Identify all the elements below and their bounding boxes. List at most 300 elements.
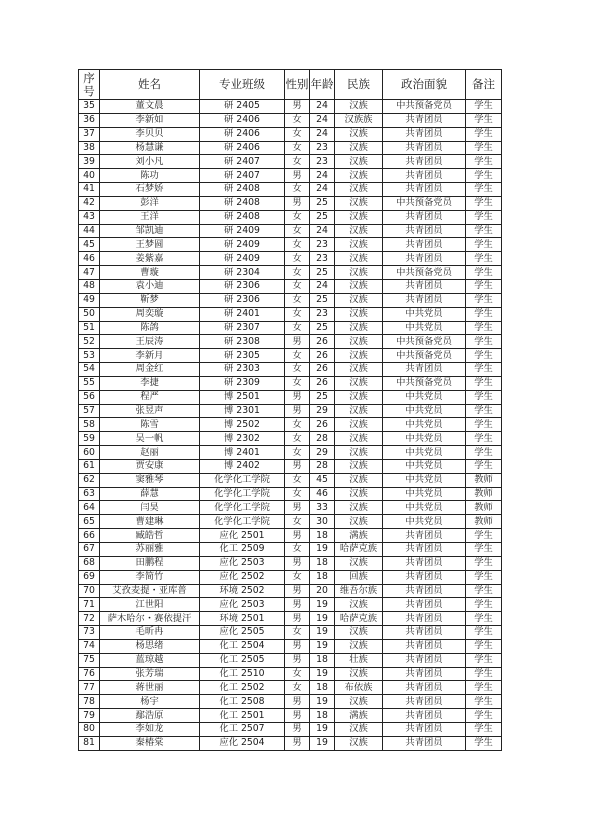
table-row xyxy=(79,612,502,626)
cell-ethnicity: 汉族 xyxy=(335,363,383,377)
table-row xyxy=(79,736,502,750)
cell-ethnicity: 汉族 xyxy=(335,390,383,404)
table-row xyxy=(79,279,502,293)
cell-political: 中共党员 xyxy=(383,459,466,473)
cell-index: 69 xyxy=(79,570,100,584)
cell-gender: 男 xyxy=(285,556,310,570)
cell-gender: 男 xyxy=(285,736,310,750)
cell-remark: 教师 xyxy=(466,515,502,529)
cell-age: 28 xyxy=(310,459,335,473)
cell-political: 共青团员 xyxy=(383,238,466,252)
cell-name: 薛慧 xyxy=(100,487,200,501)
cell-name: 闫昊 xyxy=(100,501,200,515)
cell-political: 共青团员 xyxy=(383,224,466,238)
cell-political: 中共党员 xyxy=(383,515,466,529)
table-row xyxy=(79,169,502,183)
cell-index: 47 xyxy=(79,266,100,280)
cell-index: 66 xyxy=(79,529,100,543)
cell-gender: 男 xyxy=(285,100,310,114)
cell-ethnicity: 汉族 xyxy=(335,446,383,460)
cell-class: 博 2301 xyxy=(200,404,285,418)
cell-name: 蓝琼越 xyxy=(100,653,200,667)
cell-political: 中共党员 xyxy=(383,321,466,335)
table-row xyxy=(79,639,502,653)
cell-political: 共青团员 xyxy=(383,127,466,141)
cell-name: 秦椿棠 xyxy=(100,736,200,750)
cell-remark: 学生 xyxy=(466,349,502,363)
cell-name: 李新月 xyxy=(100,349,200,363)
cell-age: 19 xyxy=(310,626,335,640)
cell-index: 61 xyxy=(79,459,100,473)
cell-ethnicity: 汉族 xyxy=(335,626,383,640)
cell-political: 共青团员 xyxy=(383,210,466,224)
cell-political: 中共党员 xyxy=(383,501,466,515)
table-row xyxy=(79,459,502,473)
col-header-gender: 性别 xyxy=(285,70,310,100)
cell-gender: 男 xyxy=(285,598,310,612)
cell-political: 共青团员 xyxy=(383,695,466,709)
cell-index: 58 xyxy=(79,418,100,432)
cell-age: 23 xyxy=(310,141,335,155)
cell-remark: 学生 xyxy=(466,584,502,598)
cell-age: 19 xyxy=(310,598,335,612)
table-row xyxy=(79,127,502,141)
cell-age: 26 xyxy=(310,335,335,349)
table-row xyxy=(79,321,502,335)
cell-age: 25 xyxy=(310,210,335,224)
cell-political: 中共预备党员 xyxy=(383,100,466,114)
cell-political: 共青团员 xyxy=(383,598,466,612)
table-row xyxy=(79,487,502,501)
cell-name: 苏丽雅 xyxy=(100,543,200,557)
cell-remark: 学生 xyxy=(466,681,502,695)
cell-political: 共青团员 xyxy=(383,543,466,557)
cell-political: 共青团员 xyxy=(383,570,466,584)
cell-class: 研 2408 xyxy=(200,210,285,224)
roster-table xyxy=(78,69,502,751)
cell-age: 19 xyxy=(310,612,335,626)
cell-age: 19 xyxy=(310,543,335,557)
cell-class: 研 2304 xyxy=(200,266,285,280)
cell-ethnicity: 汉族 xyxy=(335,418,383,432)
cell-name: 李新如 xyxy=(100,113,200,127)
table-row xyxy=(79,667,502,681)
cell-ethnicity: 汉族 xyxy=(335,252,383,266)
cell-class: 应化 2504 xyxy=(200,736,285,750)
cell-index: 73 xyxy=(79,626,100,640)
cell-gender: 男 xyxy=(285,459,310,473)
cell-age: 45 xyxy=(310,473,335,487)
cell-class: 研 2305 xyxy=(200,349,285,363)
cell-index: 59 xyxy=(79,432,100,446)
cell-remark: 学生 xyxy=(466,279,502,293)
table-row xyxy=(79,210,502,224)
cell-gender: 男 xyxy=(285,653,310,667)
table-row xyxy=(79,515,502,529)
cell-age: 19 xyxy=(310,722,335,736)
cell-age: 18 xyxy=(310,681,335,695)
cell-name: 曹建琳 xyxy=(100,515,200,529)
cell-ethnicity: 汉族 xyxy=(335,127,383,141)
cell-political: 共青团员 xyxy=(383,252,466,266)
cell-ethnicity: 汉族族 xyxy=(335,113,383,127)
table-row xyxy=(79,556,502,570)
cell-age: 24 xyxy=(310,183,335,197)
cell-class: 研 2401 xyxy=(200,307,285,321)
cell-index: 55 xyxy=(79,376,100,390)
cell-index: 50 xyxy=(79,307,100,321)
cell-class: 化学化工学院 xyxy=(200,473,285,487)
cell-remark: 学生 xyxy=(466,695,502,709)
cell-name: 鄢浩原 xyxy=(100,709,200,723)
cell-age: 24 xyxy=(310,279,335,293)
cell-age: 25 xyxy=(310,321,335,335)
cell-class: 应化 2502 xyxy=(200,570,285,584)
cell-ethnicity: 汉族 xyxy=(335,376,383,390)
cell-ethnicity: 汉族 xyxy=(335,279,383,293)
table-row xyxy=(79,376,502,390)
cell-political: 共青团员 xyxy=(383,584,466,598)
cell-age: 20 xyxy=(310,584,335,598)
cell-ethnicity: 汉族 xyxy=(335,321,383,335)
table-row xyxy=(79,390,502,404)
cell-index: 49 xyxy=(79,293,100,307)
cell-age: 25 xyxy=(310,293,335,307)
cell-remark: 学生 xyxy=(466,307,502,321)
cell-remark: 学生 xyxy=(466,598,502,612)
cell-index: 52 xyxy=(79,335,100,349)
cell-gender: 男 xyxy=(285,529,310,543)
cell-class: 博 2302 xyxy=(200,432,285,446)
cell-remark: 学生 xyxy=(466,293,502,307)
cell-gender: 男 xyxy=(285,639,310,653)
cell-age: 26 xyxy=(310,418,335,432)
cell-age: 19 xyxy=(310,695,335,709)
cell-ethnicity: 汉族 xyxy=(335,335,383,349)
cell-age: 23 xyxy=(310,307,335,321)
cell-class: 化工 2501 xyxy=(200,709,285,723)
cell-index: 54 xyxy=(79,363,100,377)
cell-gender: 女 xyxy=(285,626,310,640)
cell-age: 24 xyxy=(310,169,335,183)
cell-gender: 男 xyxy=(285,722,310,736)
cell-remark: 学生 xyxy=(466,736,502,750)
cell-remark: 学生 xyxy=(466,390,502,404)
cell-ethnicity: 汉族 xyxy=(335,404,383,418)
cell-name: 李简竹 xyxy=(100,570,200,584)
cell-age: 19 xyxy=(310,736,335,750)
cell-name: 赵丽 xyxy=(100,446,200,460)
cell-age: 29 xyxy=(310,404,335,418)
cell-ethnicity: 汉族 xyxy=(335,695,383,709)
cell-name: 李如龙 xyxy=(100,722,200,736)
table-row xyxy=(79,141,502,155)
cell-political: 共青团员 xyxy=(383,612,466,626)
cell-index: 46 xyxy=(79,252,100,266)
cell-class: 化工 2508 xyxy=(200,695,285,709)
cell-gender: 女 xyxy=(285,238,310,252)
cell-class: 研 2409 xyxy=(200,238,285,252)
cell-gender: 女 xyxy=(285,155,310,169)
col-header-political: 政治面貌 xyxy=(383,70,466,100)
cell-remark: 学生 xyxy=(466,529,502,543)
cell-index: 42 xyxy=(79,196,100,210)
cell-age: 28 xyxy=(310,432,335,446)
cell-age: 24 xyxy=(310,224,335,238)
cell-political: 共青团员 xyxy=(383,667,466,681)
cell-political: 中共预备党员 xyxy=(383,376,466,390)
cell-class: 应化 2503 xyxy=(200,598,285,612)
cell-gender: 男 xyxy=(285,584,310,598)
cell-gender: 女 xyxy=(285,473,310,487)
cell-index: 72 xyxy=(79,612,100,626)
cell-ethnicity: 满族 xyxy=(335,529,383,543)
cell-ethnicity: 汉族 xyxy=(335,155,383,169)
cell-index: 44 xyxy=(79,224,100,238)
cell-gender: 女 xyxy=(285,210,310,224)
cell-ethnicity: 哈萨克族 xyxy=(335,612,383,626)
cell-ethnicity: 汉族 xyxy=(335,307,383,321)
cell-ethnicity: 汉族 xyxy=(335,515,383,529)
cell-age: 29 xyxy=(310,446,335,460)
cell-name: 袁小迪 xyxy=(100,279,200,293)
cell-remark: 学生 xyxy=(466,183,502,197)
cell-political: 共青团员 xyxy=(383,293,466,307)
cell-remark: 学生 xyxy=(466,252,502,266)
cell-name: 周金红 xyxy=(100,363,200,377)
cell-gender: 男 xyxy=(285,695,310,709)
cell-index: 35 xyxy=(79,100,100,114)
cell-remark: 学生 xyxy=(466,626,502,640)
cell-age: 25 xyxy=(310,266,335,280)
cell-class: 研 2409 xyxy=(200,224,285,238)
cell-age: 23 xyxy=(310,155,335,169)
cell-remark: 学生 xyxy=(466,432,502,446)
cell-index: 48 xyxy=(79,279,100,293)
cell-index: 80 xyxy=(79,722,100,736)
cell-index: 57 xyxy=(79,404,100,418)
cell-gender: 女 xyxy=(285,141,310,155)
cell-remark: 学生 xyxy=(466,612,502,626)
cell-political: 共青团员 xyxy=(383,141,466,155)
cell-remark: 学生 xyxy=(466,335,502,349)
cell-remark: 学生 xyxy=(466,459,502,473)
cell-political: 中共党员 xyxy=(383,432,466,446)
cell-index: 56 xyxy=(79,390,100,404)
cell-class: 化工 2505 xyxy=(200,653,285,667)
table-row xyxy=(79,584,502,598)
cell-name: 杨思绪 xyxy=(100,639,200,653)
cell-ethnicity: 汉族 xyxy=(335,487,383,501)
cell-gender: 男 xyxy=(285,404,310,418)
cell-class: 博 2401 xyxy=(200,446,285,460)
cell-remark: 学生 xyxy=(466,543,502,557)
cell-ethnicity: 汉族 xyxy=(335,183,383,197)
cell-name: 靳梦 xyxy=(100,293,200,307)
table-row xyxy=(79,307,502,321)
cell-political: 中共党员 xyxy=(383,307,466,321)
cell-ethnicity: 哈萨克族 xyxy=(335,543,383,557)
cell-age: 25 xyxy=(310,196,335,210)
cell-name: 臧皓哲 xyxy=(100,529,200,543)
cell-index: 36 xyxy=(79,113,100,127)
cell-class: 应化 2505 xyxy=(200,626,285,640)
table-row xyxy=(79,100,502,114)
table-row xyxy=(79,196,502,210)
cell-class: 研 2406 xyxy=(200,127,285,141)
cell-name: 窦雅琴 xyxy=(100,473,200,487)
cell-age: 23 xyxy=(310,238,335,252)
cell-class: 研 2406 xyxy=(200,141,285,155)
cell-political: 中共党员 xyxy=(383,473,466,487)
cell-name: 彭洋 xyxy=(100,196,200,210)
table-row xyxy=(79,695,502,709)
cell-name: 吴一帆 xyxy=(100,432,200,446)
cell-gender: 女 xyxy=(285,127,310,141)
cell-gender: 男 xyxy=(285,196,310,210)
cell-remark: 学生 xyxy=(466,653,502,667)
cell-ethnicity: 维吾尔族 xyxy=(335,584,383,598)
cell-class: 研 2408 xyxy=(200,183,285,197)
cell-name: 王辰涛 xyxy=(100,335,200,349)
cell-remark: 学生 xyxy=(466,709,502,723)
cell-name: 刘小凡 xyxy=(100,155,200,169)
cell-ethnicity: 汉族 xyxy=(335,141,383,155)
table-row xyxy=(79,113,502,127)
cell-ethnicity: 汉族 xyxy=(335,722,383,736)
cell-class: 研 2306 xyxy=(200,279,285,293)
cell-name: 田鹏程 xyxy=(100,556,200,570)
cell-gender: 女 xyxy=(285,515,310,529)
cell-political: 中共预备党员 xyxy=(383,266,466,280)
cell-name: 萨木哈尔・赛依提汗 xyxy=(100,612,200,626)
cell-ethnicity: 汉族 xyxy=(335,100,383,114)
cell-index: 60 xyxy=(79,446,100,460)
cell-ethnicity: 汉族 xyxy=(335,501,383,515)
cell-index: 64 xyxy=(79,501,100,515)
cell-index: 51 xyxy=(79,321,100,335)
cell-age: 26 xyxy=(310,376,335,390)
cell-index: 41 xyxy=(79,183,100,197)
table-row xyxy=(79,722,502,736)
cell-gender: 女 xyxy=(285,543,310,557)
cell-remark: 学生 xyxy=(466,321,502,335)
table-row xyxy=(79,432,502,446)
cell-class: 应化 2501 xyxy=(200,529,285,543)
cell-class: 研 2309 xyxy=(200,376,285,390)
cell-ethnicity: 汉族 xyxy=(335,598,383,612)
cell-index: 75 xyxy=(79,653,100,667)
cell-class: 化工 2502 xyxy=(200,681,285,695)
table-row xyxy=(79,626,502,640)
cell-name: 李捷 xyxy=(100,376,200,390)
cell-gender: 男 xyxy=(285,335,310,349)
table-row xyxy=(79,238,502,252)
cell-name: 杨慧谦 xyxy=(100,141,200,155)
cell-remark: 教师 xyxy=(466,501,502,515)
cell-remark: 学生 xyxy=(466,418,502,432)
cell-political: 共青团员 xyxy=(383,626,466,640)
cell-name: 贾安康 xyxy=(100,459,200,473)
cell-gender: 女 xyxy=(285,487,310,501)
cell-class: 化工 2504 xyxy=(200,639,285,653)
cell-age: 18 xyxy=(310,709,335,723)
cell-remark: 学生 xyxy=(466,210,502,224)
cell-name: 石梦娇 xyxy=(100,183,200,197)
cell-political: 共青团员 xyxy=(383,155,466,169)
cell-gender: 女 xyxy=(285,376,310,390)
table-row xyxy=(79,543,502,557)
cell-class: 研 2306 xyxy=(200,293,285,307)
cell-age: 26 xyxy=(310,363,335,377)
cell-name: 程严 xyxy=(100,390,200,404)
cell-class: 应化 2503 xyxy=(200,556,285,570)
cell-index: 63 xyxy=(79,487,100,501)
cell-remark: 学生 xyxy=(466,155,502,169)
cell-political: 共青团员 xyxy=(383,736,466,750)
cell-gender: 女 xyxy=(285,183,310,197)
col-header-remark: 备注 xyxy=(466,70,502,100)
col-header-index: 序号 xyxy=(79,70,100,100)
cell-name: 王洋 xyxy=(100,210,200,224)
cell-remark: 学生 xyxy=(466,127,502,141)
cell-remark: 学生 xyxy=(466,266,502,280)
cell-index: 70 xyxy=(79,584,100,598)
cell-remark: 学生 xyxy=(466,113,502,127)
cell-age: 33 xyxy=(310,501,335,515)
cell-political: 中共预备党员 xyxy=(383,196,466,210)
col-header-class: 专业班级 xyxy=(200,70,285,100)
cell-ethnicity: 汉族 xyxy=(335,293,383,307)
cell-political: 中共党员 xyxy=(383,487,466,501)
cell-gender: 男 xyxy=(285,169,310,183)
table-row xyxy=(79,363,502,377)
cell-remark: 学生 xyxy=(466,556,502,570)
cell-class: 研 2406 xyxy=(200,113,285,127)
cell-ethnicity: 汉族 xyxy=(335,224,383,238)
cell-gender: 女 xyxy=(285,252,310,266)
cell-index: 45 xyxy=(79,238,100,252)
cell-remark: 学生 xyxy=(466,169,502,183)
cell-name: 李贝贝 xyxy=(100,127,200,141)
cell-class: 博 2402 xyxy=(200,459,285,473)
cell-gender: 男 xyxy=(285,709,310,723)
cell-name: 江世阳 xyxy=(100,598,200,612)
cell-index: 67 xyxy=(79,543,100,557)
cell-remark: 学生 xyxy=(466,376,502,390)
cell-age: 19 xyxy=(310,667,335,681)
cell-political: 共青团员 xyxy=(383,113,466,127)
header-row xyxy=(79,70,502,100)
cell-class: 化学化工学院 xyxy=(200,515,285,529)
cell-index: 79 xyxy=(79,709,100,723)
cell-index: 38 xyxy=(79,141,100,155)
cell-political: 中共党员 xyxy=(383,404,466,418)
table-row xyxy=(79,598,502,612)
col-header-ethnicity: 民族 xyxy=(335,70,383,100)
table-row xyxy=(79,155,502,169)
cell-name: 张昱声 xyxy=(100,404,200,418)
cell-ethnicity: 汉族 xyxy=(335,238,383,252)
cell-index: 81 xyxy=(79,736,100,750)
cell-political: 中共预备党员 xyxy=(383,349,466,363)
cell-ethnicity: 汉族 xyxy=(335,556,383,570)
cell-name: 姜紫嘉 xyxy=(100,252,200,266)
cell-gender: 女 xyxy=(285,681,310,695)
table-row xyxy=(79,529,502,543)
cell-age: 25 xyxy=(310,390,335,404)
cell-gender: 女 xyxy=(285,266,310,280)
